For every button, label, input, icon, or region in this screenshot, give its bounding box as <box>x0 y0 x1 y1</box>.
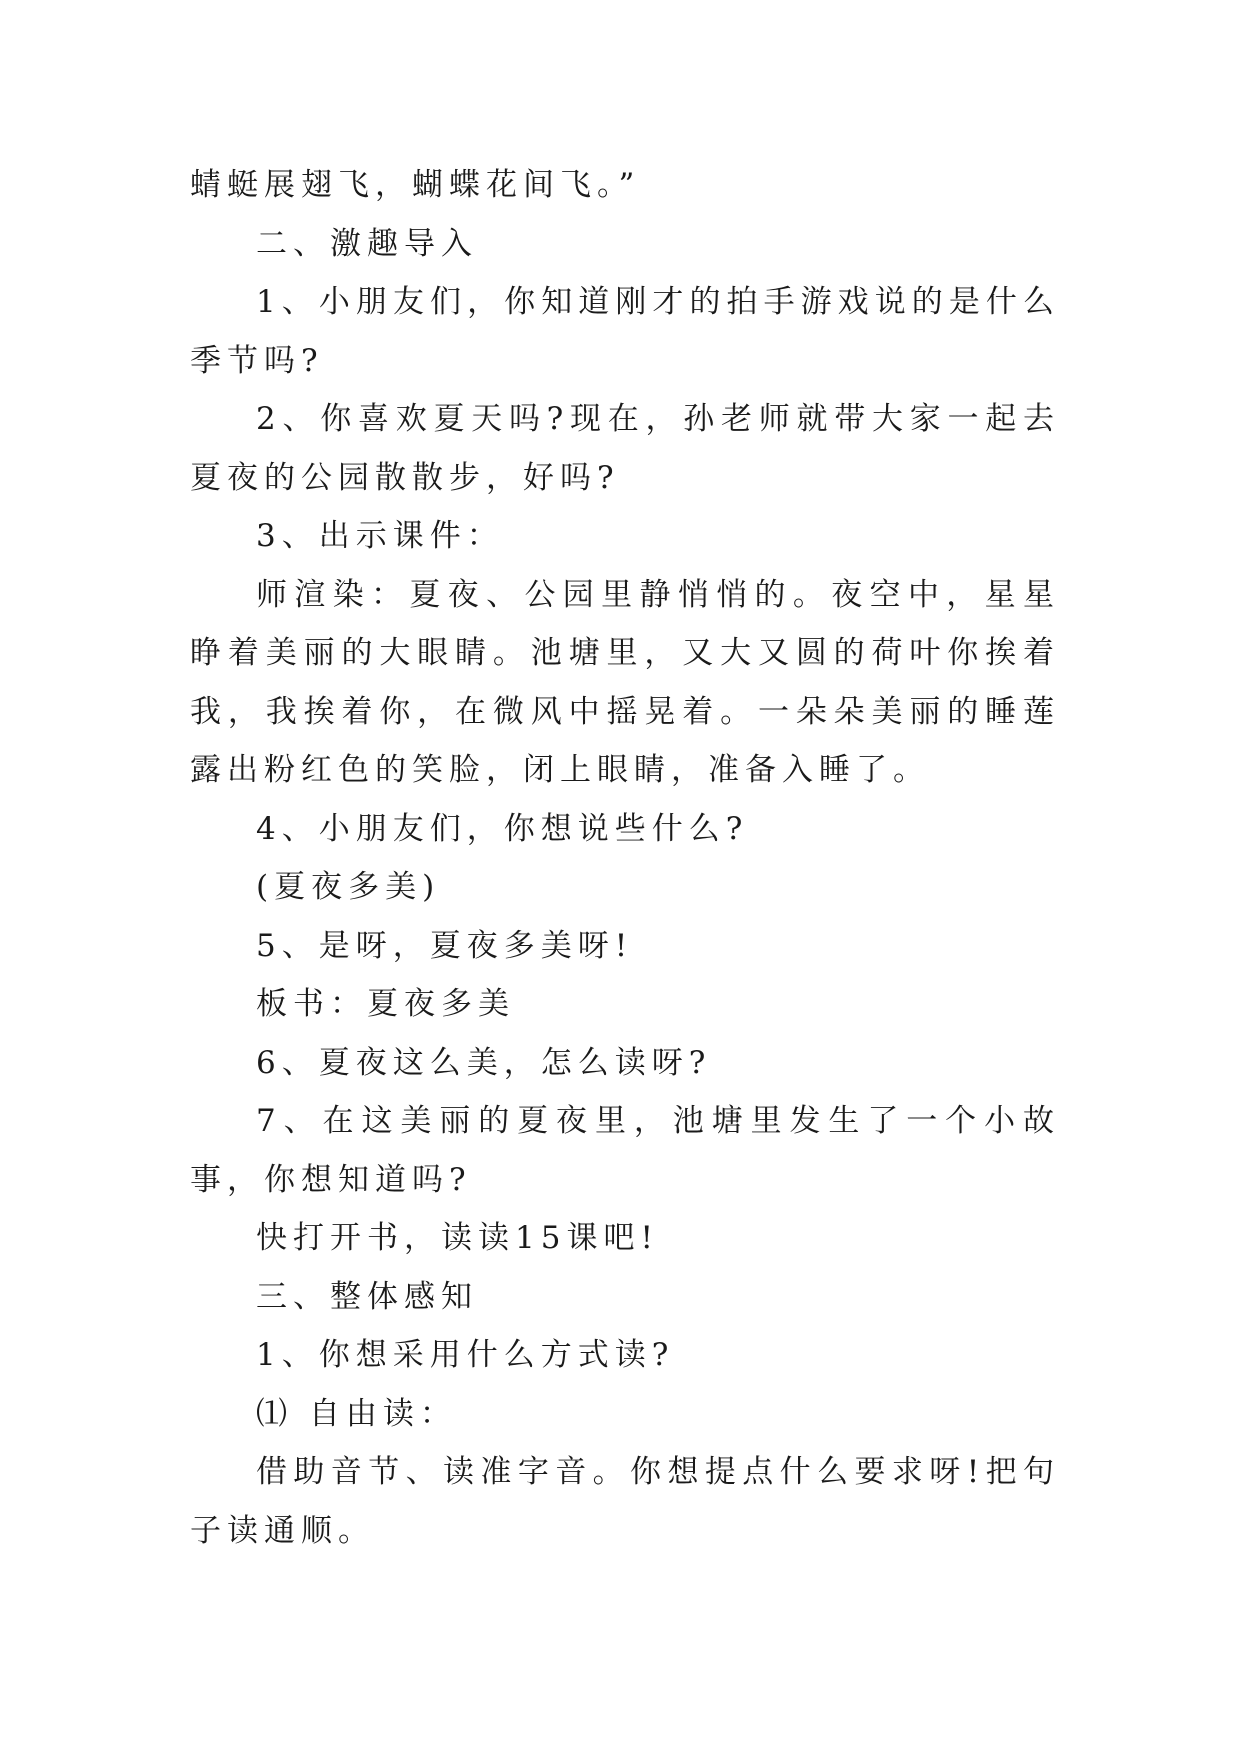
section-heading-3: 三、整体感知 <box>256 1278 478 1315</box>
paragraph-4: 2、你喜欢夏天吗?现在，孙老师就带大家一起去夏夜的公园散散步，好吗? <box>190 401 1060 496</box>
paragraph-11: 6、夏夜这么美，怎么读呀? <box>256 1044 712 1081</box>
paragraph-6: 师渲染：夏夜、公园里静悄悄的。夜空中，星星睁着美丽的大眼睛。池塘里，又大又圆的荷叶你挨着我，我挨着你，在微风中摇晃着。一朵朵美丽的睡莲露出粉红色的笑脸，闭上眼睛，准备入睡了。 <box>190 576 1060 788</box>
paragraph-3: 1、小朋友们，你知道刚才的拍手游戏说的是什么季节吗? <box>190 284 1060 379</box>
paragraph-1: 蜻蜓展翅飞，蝴蝶花间飞。” <box>190 167 641 203</box>
paragraph-7: 4、小朋友们，你想说些什么? <box>256 810 749 847</box>
paragraph-10: 板书：夏夜多美 <box>256 986 515 1022</box>
paragraph-5: 3、出示课件： <box>256 518 504 554</box>
section-heading-2: 二、激趣导入 <box>256 225 478 262</box>
paragraph-9: 5、是呀，夏夜多美呀! <box>256 927 634 964</box>
document-page <box>190 156 1060 1560</box>
paragraph-15: 1、你想采用什么方式读? <box>256 1337 675 1373</box>
paragraph-13: 快打开书，读读15课吧! <box>256 1220 659 1256</box>
paragraph-8: (夏夜多美) <box>256 869 441 905</box>
paragraph-16: ⑴ 自由读： <box>256 1395 457 1432</box>
paragraph-17: 借助音节、读准字音。你想提点什么要求呀!把句子读通顺。 <box>190 1454 1060 1549</box>
paragraph-12: 7、在这美丽的夏夜里，池塘里发生了一个小故事，你想知道吗? <box>190 1103 1060 1198</box>
